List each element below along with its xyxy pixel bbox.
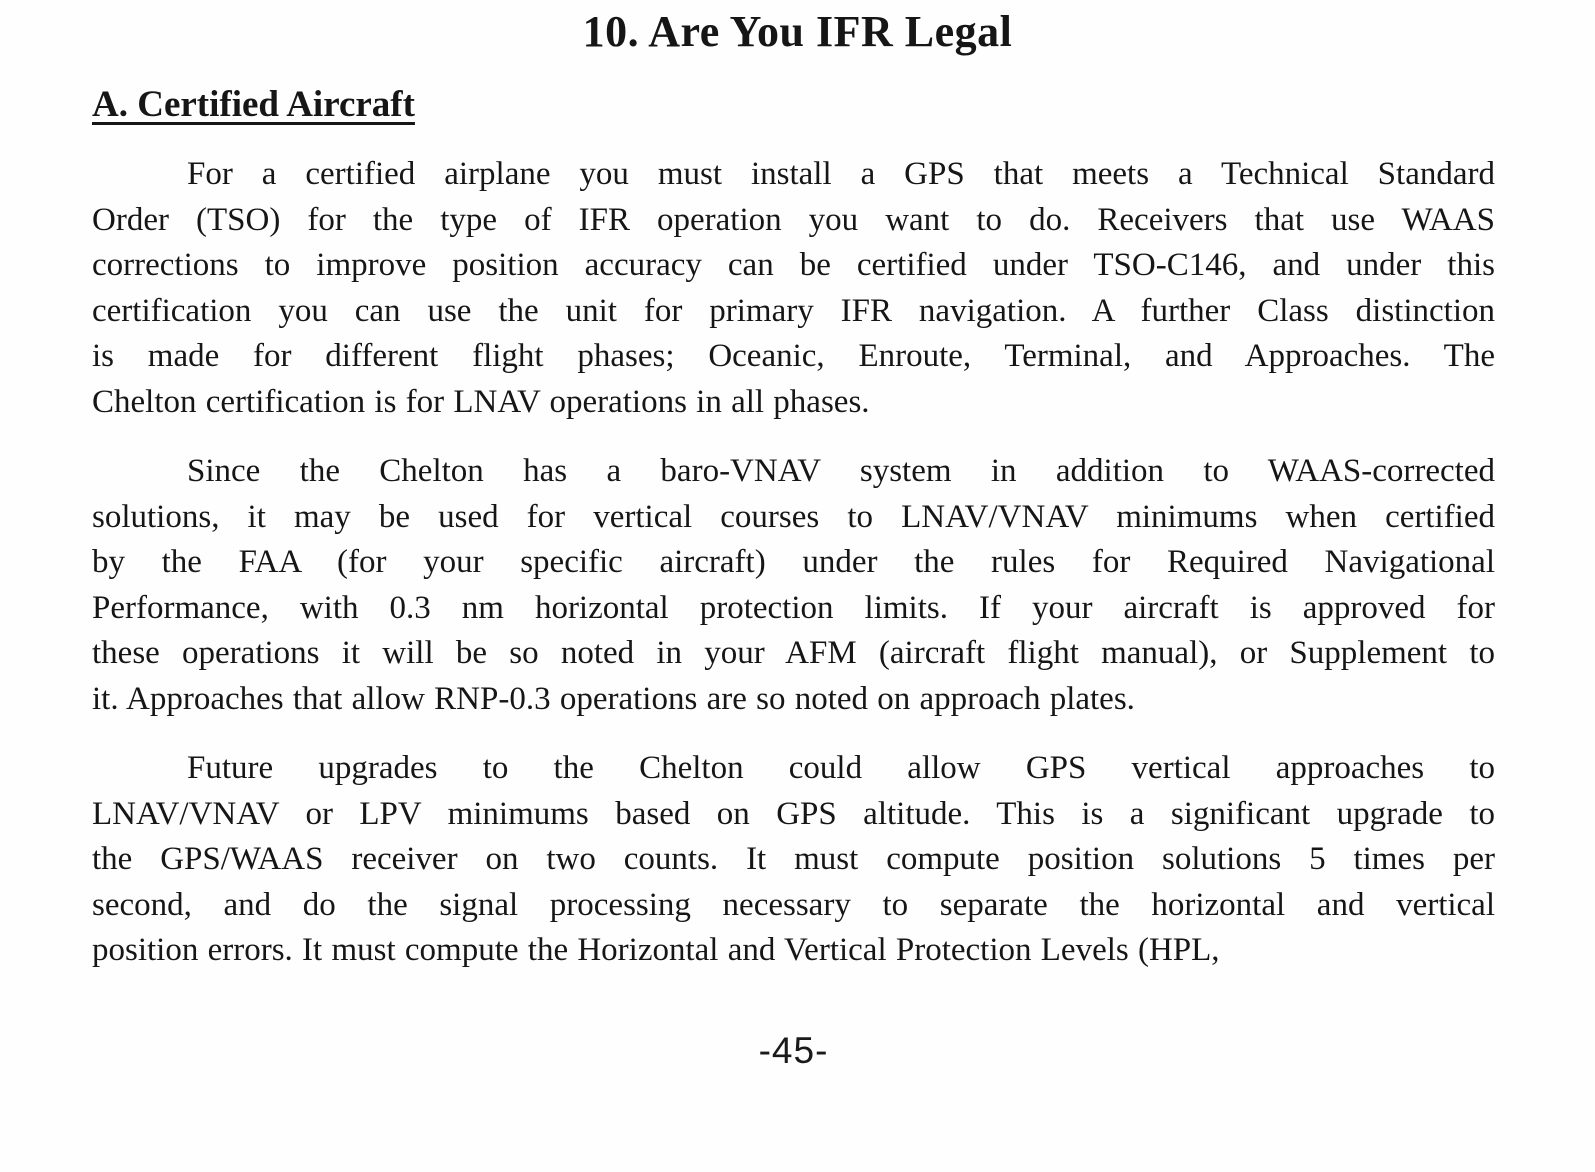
text-line: Since the Chelton has a baro-VNAV system in addition to WAAS-corrected — [187, 453, 1495, 490]
page-content — [92, 83, 1495, 1072]
text-line: these operations it will be so noted in your AFM (aircraft flight manual), or Supplement to — [92, 635, 1495, 672]
text-line: Performance, with 0.3 nm horizontal protection limits. If your aircraft is approved for — [92, 589, 1495, 626]
section-heading: A. Certified Aircraft — [92, 83, 415, 125]
text-line: second, and do the signal processing necessary to separate the horizontal and vertical — [92, 886, 1495, 923]
text-line: by the FAA (for your specific aircraft) under the rules for Required Navigational — [92, 544, 1495, 581]
text-line: solutions, it may be used for vertical courses to LNAV/VNAV minimums when certified — [92, 498, 1495, 535]
page-title: 10. Are You IFR Legal — [582, 7, 1013, 56]
text-line: Chelton certification is for LNAV operations in all phases. — [92, 383, 870, 420]
text-line: it. Approaches that allow RNP-0.3 operations are so noted on approach plates. — [92, 680, 1135, 717]
text-line: Future upgrades to the Chelton could allow GPS vertical approaches to — [187, 750, 1495, 787]
paragraph — [92, 449, 1495, 722]
page-number: -45- — [758, 1029, 829, 1071]
text-line: LNAV/VNAV or LPV minimums based on GPS altitude. This is a significant upgrade to — [92, 795, 1495, 832]
text-line: corrections to improve position accuracy can be certified under TSO-C146, and under this — [92, 247, 1495, 284]
paragraph — [92, 746, 1495, 974]
text-line: the GPS/WAAS receiver on two counts. It must compute position solutions 5 times per — [92, 841, 1495, 878]
text-line: Order (TSO) for the type of IFR operation you want to do. Receivers that use WAAS — [92, 201, 1495, 238]
text-line: position errors. It must compute the Horizontal and Vertical Protection Levels (HPL, — [92, 932, 1220, 969]
paragraph — [92, 152, 1495, 425]
text-line: For a certified airplane you must install a GPS that meets a Technical Standard — [187, 156, 1495, 193]
text-line: is made for different flight phases; Oceanic, Enroute, Terminal, and Approaches. The — [92, 338, 1495, 375]
text-line: certification you can use the unit for primary IFR navigation. A further Class distinction — [92, 292, 1495, 329]
